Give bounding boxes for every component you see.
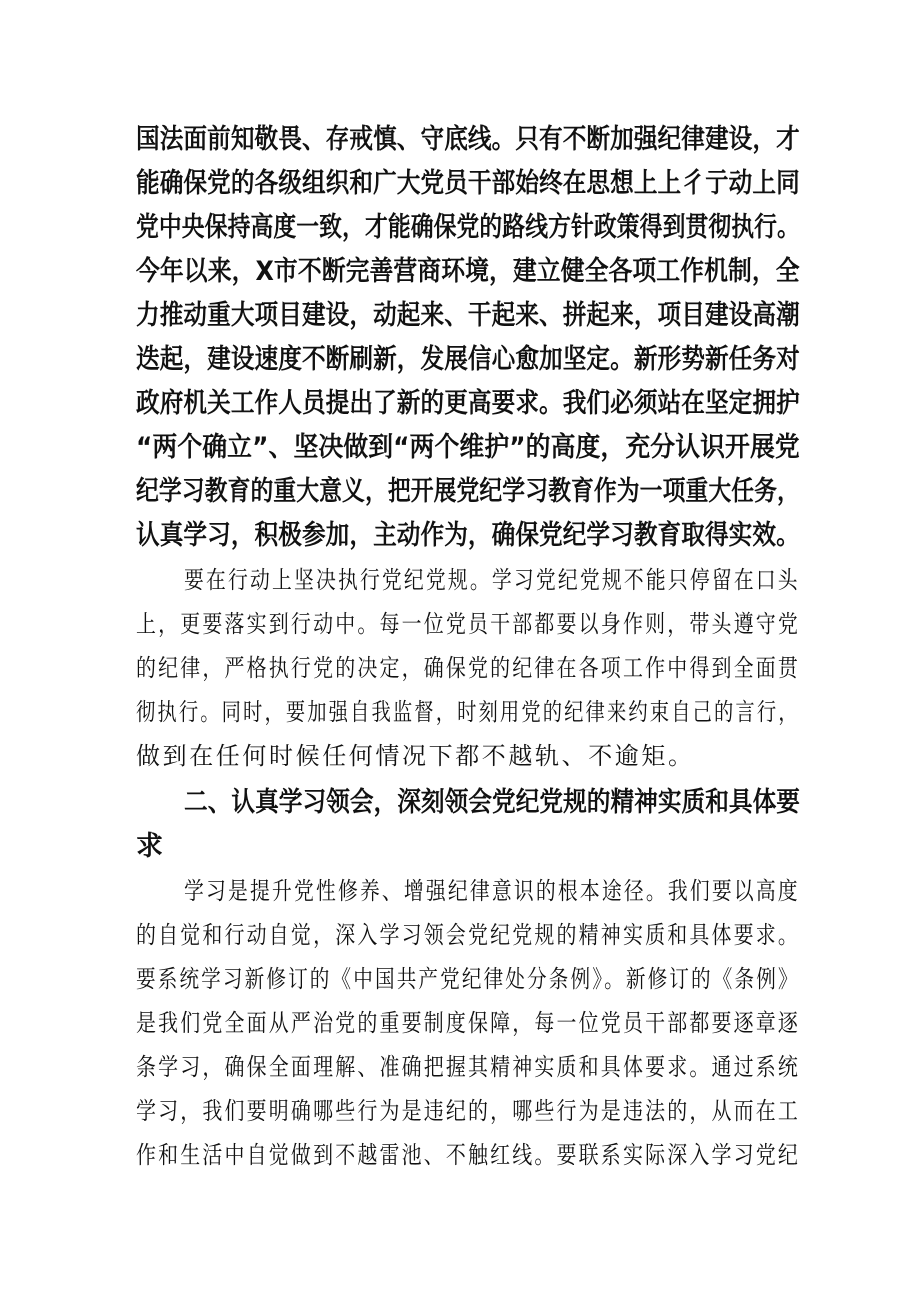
para2-line-3: 的纪律，严格执行党的决定，确保党的纪律在各项工作中得到全面贯 bbox=[136, 654, 801, 682]
para1-line-3: 党中央保持高度一致，才能确保党的路线方针政策得到贯彻执行。 bbox=[136, 212, 800, 243]
para3-line-7: 作和生活中自觉做到不越雷池、不触红线。要联系实际深入学习党纪 bbox=[136, 1141, 801, 1169]
para1-line-2: 能确保党的各级组织和广大党员干部始终在思想上上彳亍动上同 bbox=[136, 168, 800, 199]
para2-line-4: 彻执行。同时，要加强自我监督，时刻用党的纪律来约束自己的言行， bbox=[136, 698, 800, 726]
para1-line-10: 认真学习，积极参加，主动作为，确保党纪学习教育取得实效。 bbox=[136, 520, 800, 551]
para1-line-9: 纪学习教育的重大意义，把开展党纪学习教育作为一项重大任务， bbox=[136, 476, 800, 507]
para2-line-5: 做到在任何时候任何情况下都不越轨、不逾矩。 bbox=[136, 742, 695, 770]
para3-line-3: 要系统学习新修订的《中国共产党纪律处分条例》。新修订的《条例》 bbox=[136, 965, 800, 993]
para1-line-1: 国法面前知敬畏、存戒慎、守底线。只有不断加强纪律建设，才 bbox=[136, 124, 800, 155]
para1-line-7: 政府机关工作人员提出了新的更高要求。我们必须站在坚定拥护 bbox=[136, 388, 800, 419]
para3-line-6: 学习，我们要明确哪些行为是违纪的，哪些行为是违法的，从而在工 bbox=[136, 1097, 801, 1125]
para2-line-1: 要在行动上坚决执行党纪党规。学习党纪党规不能只停留在口头 bbox=[184, 566, 800, 594]
section-heading-line-2: 求 bbox=[136, 831, 163, 862]
section-heading-line-1: 二、认真学习领会，深刻领会党纪党规的精神实质和具体要 bbox=[184, 787, 801, 818]
para3-line-2: 的自觉和行动自觉，深入学习领会党纪党规的精神实质和具体要求。 bbox=[136, 921, 801, 949]
para3-line-4: 是我们党全面从严治党的重要制度保障，每一位党员干部都要逐章逐 bbox=[136, 1009, 801, 1037]
para2-line-2: 上，更要落实到行动中。每一位党员干部都要以身作则，带头遵守党 bbox=[136, 610, 801, 638]
para1-line-4: 今年以来，X市不断完善营商环境，建立健全各项工作机制，全 bbox=[136, 256, 800, 287]
para1-line-8: “两个确立”、坚决做到“两个维护”的高度，充分认识开展党 bbox=[136, 432, 800, 463]
para1-line-6: 迭起，建设速度不断刷新，发展信心愈加坚定。新形势新任务对 bbox=[136, 344, 800, 375]
para1-line-5: 力推动重大项目建设，动起来、干起来、拼起来，项目建设高潮 bbox=[136, 300, 800, 331]
para3-line-1: 学习是提升党性修养、增强纪律意识的根本途径。我们要以高度 bbox=[184, 877, 800, 905]
para3-line-5: 条学习，确保全面理解、准确把握其精神实质和具体要求。通过系统 bbox=[136, 1053, 801, 1081]
